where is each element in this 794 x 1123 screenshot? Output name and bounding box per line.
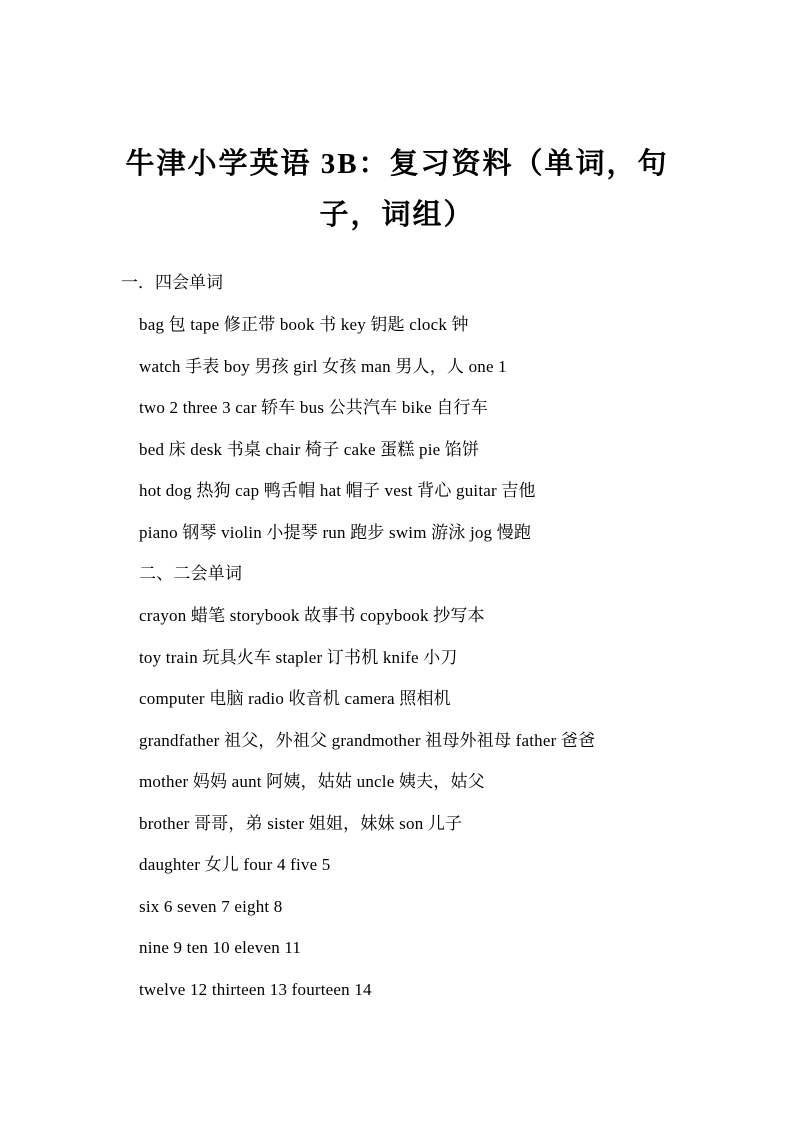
vocab-line: six 6 seven 7 eight 8 xyxy=(139,897,283,916)
vocab-line: watch 手表 boy 男孩 girl 女孩 man 男人，人 one 1 xyxy=(139,357,507,376)
vocab-line: brother 哥哥，弟 sister 姐姐，妹妹 son 儿子 xyxy=(139,814,463,833)
vocab-line: crayon 蜡笔 storybook 故事书 copybook 抄写本 xyxy=(139,606,485,625)
vocab-line: twelve 12 thirteen 13 fourteen 14 xyxy=(139,980,372,999)
vocab-line: daughter 女儿 four 4 five 5 xyxy=(139,855,331,874)
vocab-line: mother 妈妈 aunt 阿姨，姑姑 uncle 姨夫，姑父 xyxy=(139,772,485,791)
vocab-line: hot dog 热狗 cap 鸭舌帽 hat 帽子 vest 背心 guitar 吉他 xyxy=(139,481,536,500)
vocab-line: nine 9 ten 10 eleven 11 xyxy=(139,938,302,957)
vocab-line: two 2 three 3 car 轿车 bus 公共汽车 bike 自行车 xyxy=(139,398,488,417)
section-heading-two-skill-words: 二、二会单词 xyxy=(139,564,243,583)
section-heading-four-skill-words: 一．四会单词 xyxy=(121,273,223,292)
vocab-line: computer 电脑 radio 收音机 camera 照相机 xyxy=(139,689,451,708)
vocab-line: bag 包 tape 修正带 book 书 key 钥匙 clock 钟 xyxy=(139,315,469,334)
vocab-line: piano 钢琴 violin 小提琴 run 跑步 swim 游泳 jog 慢跑 xyxy=(139,523,532,542)
vocab-line: grandfather 祖父，外祖父 grandmother 祖母外祖母 father 爸爸 xyxy=(139,731,596,750)
vocab-line: bed 床 desk 书桌 chair 椅子 cake 蛋糕 pie 馅饼 xyxy=(139,440,480,459)
vocab-line: toy train 玩具火车 stapler 订书机 knife 小刀 xyxy=(139,648,458,667)
page-title-line-1: 牛津小学英语 3B：复习资料（单词，句 xyxy=(125,148,669,180)
page-title-line-2: 子，词组） xyxy=(319,199,475,231)
